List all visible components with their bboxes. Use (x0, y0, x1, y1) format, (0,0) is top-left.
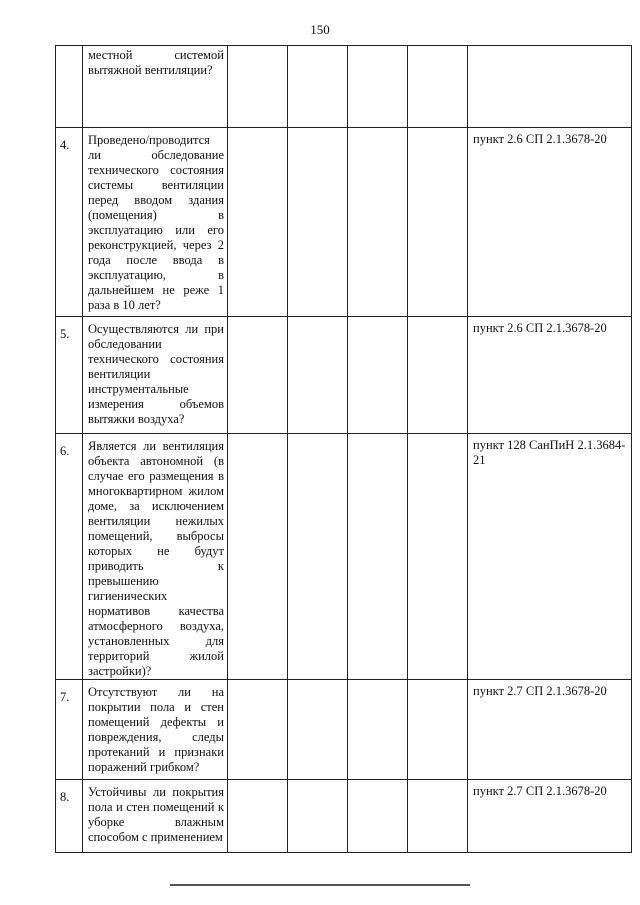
empty-cell (348, 128, 408, 317)
empty-cell (348, 317, 408, 434)
question-text: Отсутствуют ли на покрытии пола и стен помещений дефекты и повреждения, следы протеканий и признаки поражений грибком? (88, 685, 224, 774)
reference-cell (468, 128, 632, 317)
empty-cell (348, 680, 408, 780)
page-number: 150 (310, 22, 330, 37)
question-cell (83, 434, 228, 680)
reference-text: пункт 128 СанПиН 2.1.3684-21 (473, 438, 626, 467)
reference-text: пункт 2.6 СП 2.1.3678-20 (473, 132, 607, 146)
empty-cell (408, 434, 468, 680)
empty-cell (288, 46, 348, 128)
row-number-cell (56, 680, 83, 780)
reference-cell (468, 780, 632, 853)
question-text: Является ли вентиляция объекта автономной (в случае его размещения в многоквартирном жилом доме, за исключением вентиляции нежилых помещений, выбросы которых не будут приводить к превышению гигиенических нормативов качества атмосферного воздуха, установленных для территорий жилой застройки)? (88, 439, 224, 678)
empty-cell (288, 317, 348, 434)
reference-cell (468, 434, 632, 680)
question-cell (83, 680, 228, 780)
checklist-table (55, 45, 632, 853)
row-number: 6. (60, 444, 70, 458)
empty-cell (228, 780, 288, 853)
row-number: 7. (60, 690, 70, 704)
row-number: 4. (60, 138, 70, 152)
empty-cell (408, 128, 468, 317)
question-text: Осуществляются ли при обследовании технического состояния вентиляции инструментальные измерения объемов вытяжки воздуха? (88, 322, 224, 426)
table-row (56, 780, 632, 853)
bottom-divider (170, 884, 470, 886)
table-row (56, 434, 632, 680)
row-number-cell (56, 46, 83, 128)
empty-cell (408, 317, 468, 434)
reference-text: пункт 2.7 СП 2.1.3678-20 (473, 684, 607, 698)
table-row (56, 128, 632, 317)
row-number (56, 46, 82, 56)
empty-cell (288, 128, 348, 317)
table-row (56, 46, 632, 128)
empty-cell (348, 434, 408, 680)
row-number-cell (56, 317, 83, 434)
table-row (56, 317, 632, 434)
question-cell (83, 46, 228, 128)
empty-cell (288, 780, 348, 853)
empty-cell (408, 46, 468, 128)
question-cell (83, 780, 228, 853)
row-number: 5. (60, 327, 70, 341)
empty-cell (228, 434, 288, 680)
table-row (56, 680, 632, 780)
reference-text (468, 46, 631, 50)
question-cell (83, 317, 228, 434)
empty-cell (228, 680, 288, 780)
empty-cell (288, 680, 348, 780)
reference-text: пункт 2.7 СП 2.1.3678-20 (473, 784, 607, 798)
reference-cell (468, 317, 632, 434)
empty-cell (228, 46, 288, 128)
reference-cell (468, 46, 632, 128)
row-number: 8. (60, 790, 70, 804)
empty-cell (348, 46, 408, 128)
empty-cell (228, 128, 288, 317)
row-number-cell (56, 780, 83, 853)
empty-cell (288, 434, 348, 680)
question-text: Проведено/проводится ли обследование технического состояния системы вентиляции перед вводом здания (помещения) в эксплуатацию или его реконструкцией, через 2 года после ввода в эксплуатацию, в дальнейшем не реже 1 раза в 10 лет? (88, 133, 224, 312)
reference-cell (468, 680, 632, 780)
question-text: Устойчивы ли покрытия пола и стен помещений к уборке влажным способом с применением (88, 785, 224, 844)
empty-cell (348, 780, 408, 853)
empty-cell (408, 680, 468, 780)
empty-cell (228, 317, 288, 434)
question-cell (83, 128, 228, 317)
row-number-cell (56, 128, 83, 317)
row-number-cell (56, 434, 83, 680)
question-text: местной системой вытяжной вентиляции? (88, 48, 224, 77)
empty-cell (408, 780, 468, 853)
reference-text: пункт 2.6 СП 2.1.3678-20 (473, 321, 607, 335)
